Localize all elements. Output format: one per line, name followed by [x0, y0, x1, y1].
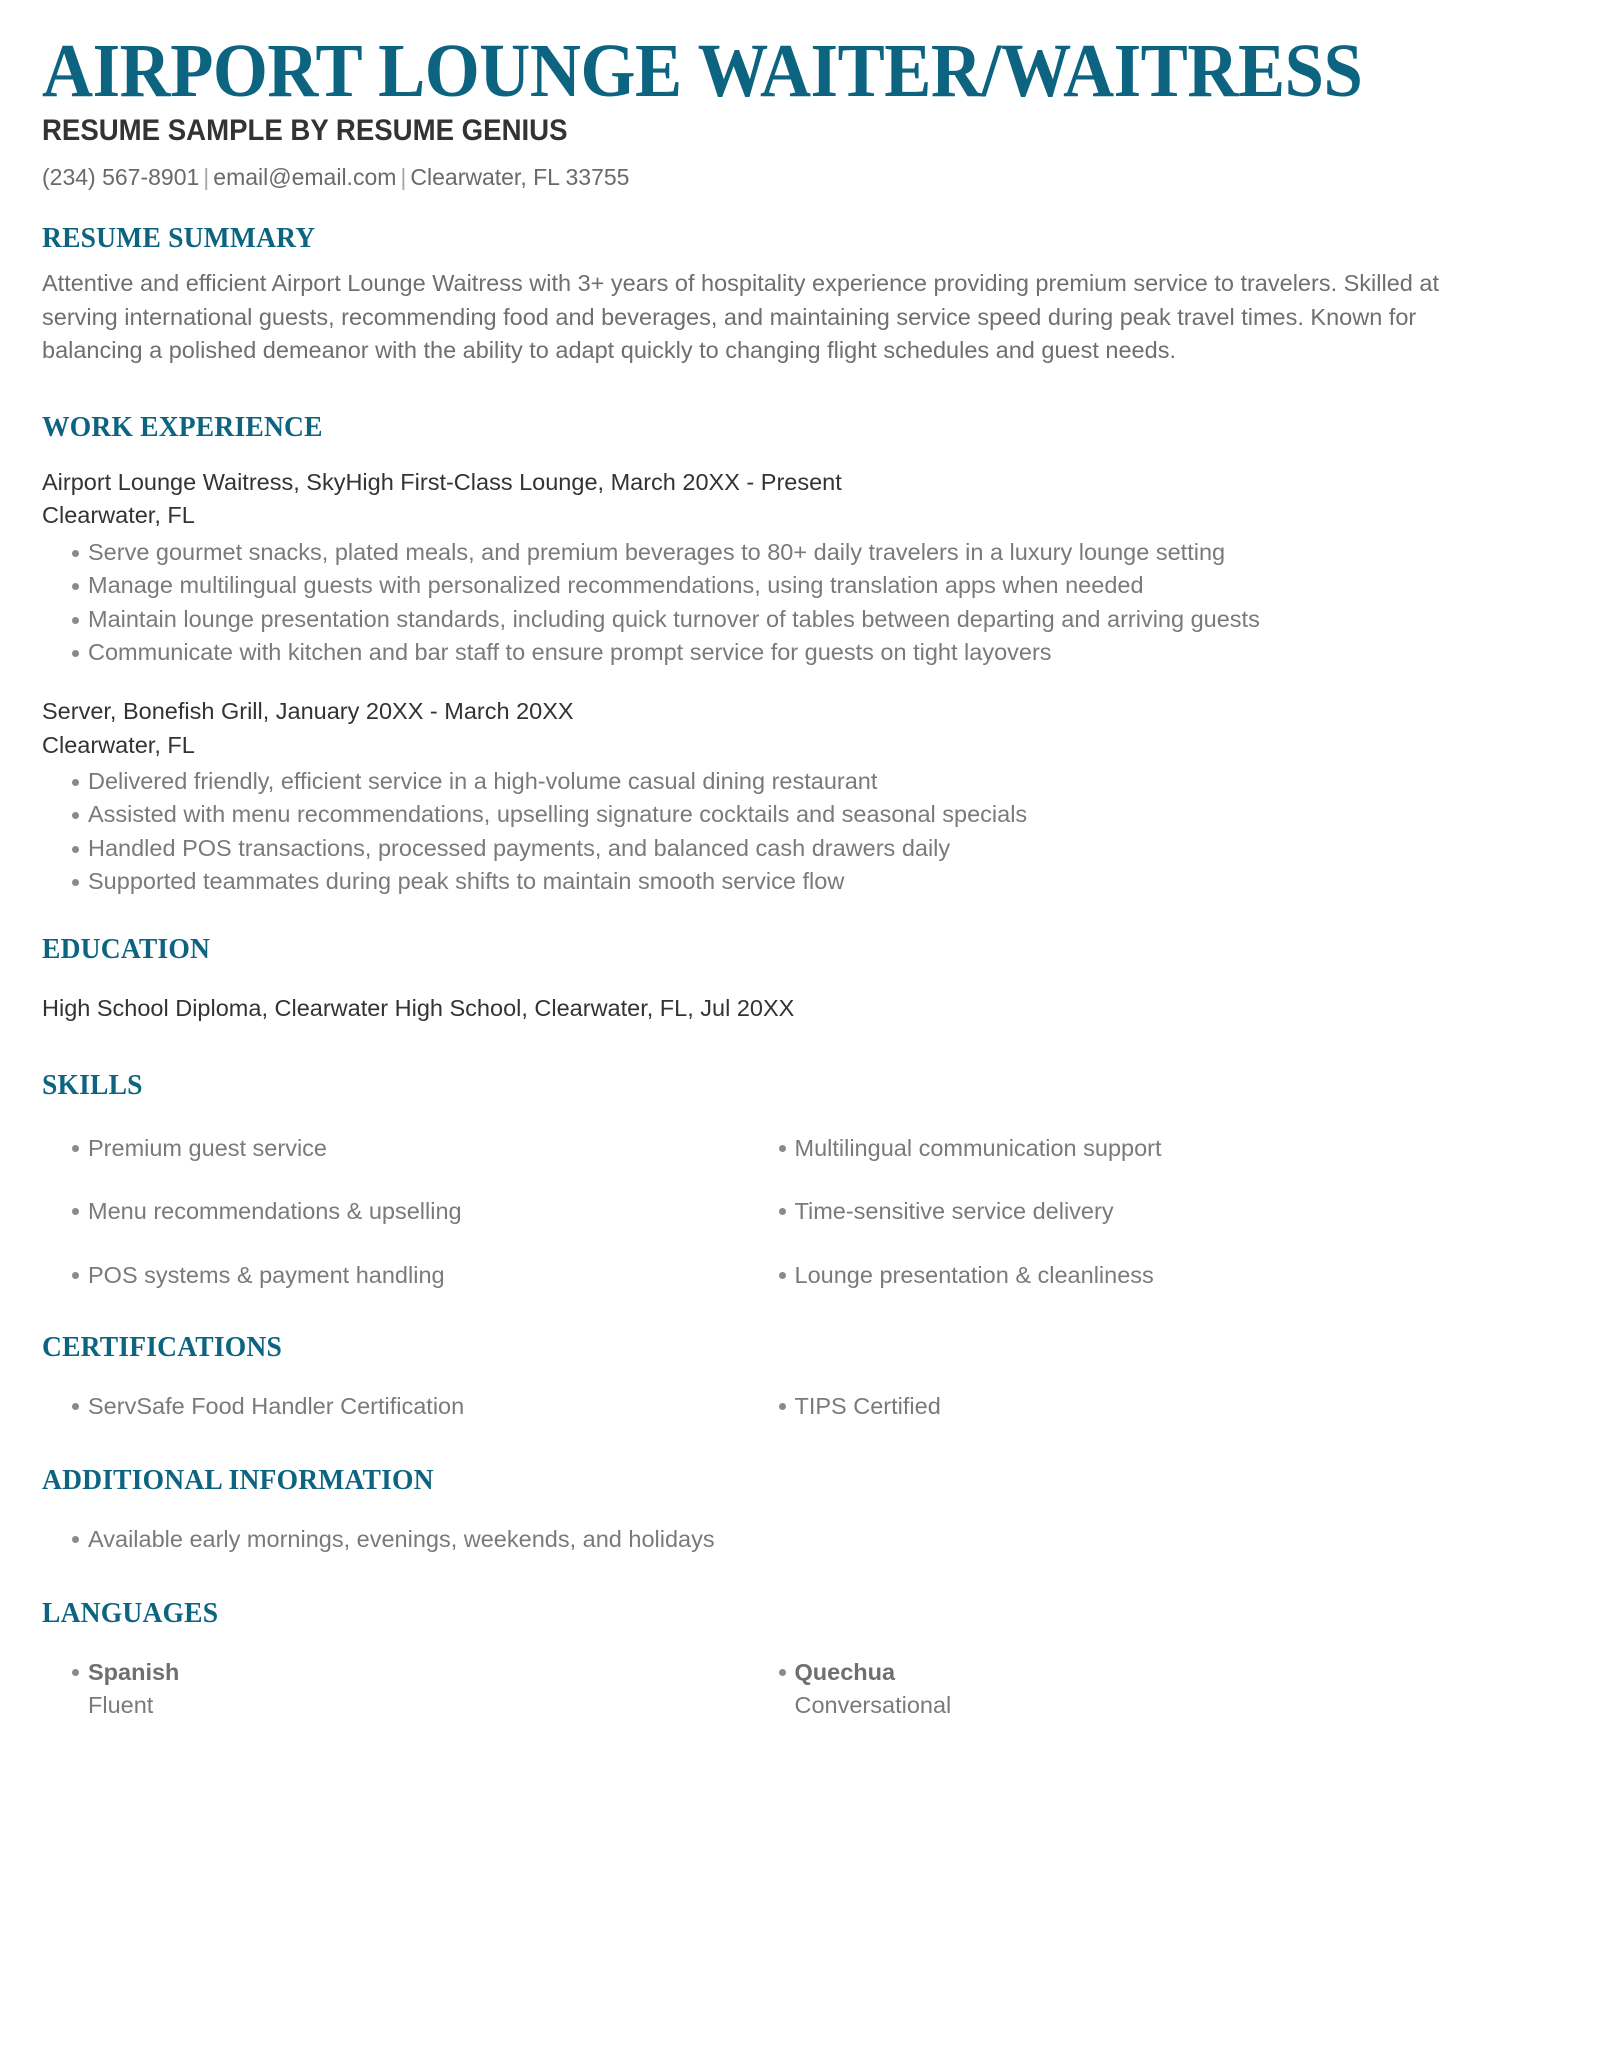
summary-text: Attentive and efficient Airport Lounge Waitress with 3+ years of hospitality experience providing premium service to travelers. Skilled at serving international guests, recommending food and beverages, and maintaining service speed during peak travel times. Known for balancing a polished demeanor with the ability to adapt quickly to changing flight schedules and guest needs.	[42, 269, 1439, 364]
list-item	[749, 1656, 1456, 1722]
section-heading-summary: RESUME SUMMARY	[42, 221, 316, 254]
language-name: Quechua	[794, 1658, 896, 1685]
certifications-columns	[42, 1390, 1455, 1423]
list-item: Menu recommendations & upselling	[42, 1195, 749, 1228]
list-item: Supported teammates during peak shifts to maintain smooth service flow	[42, 865, 1455, 898]
section-heading-work-experience: WORK EXPERIENCE	[42, 411, 323, 444]
list-item: ServSafe Food Handler Certification	[42, 1390, 749, 1423]
resume-header	[42, 29, 1455, 193]
list-item: POS systems & payment handling	[42, 1259, 749, 1292]
contact-line	[42, 163, 1455, 193]
list-item: Multilingual communication support	[749, 1132, 1456, 1165]
section-heading-certifications: CERTIFICATIONS	[42, 1331, 283, 1364]
job-title: Server, Bonefish Grill, January 20XX - March 20XX	[42, 698, 574, 725]
contact-email: email@email.com	[213, 163, 397, 190]
skills-column-left	[42, 1132, 749, 1293]
additional-information-columns	[42, 1523, 1455, 1556]
section-certifications	[42, 1332, 1455, 1423]
skills-columns	[42, 1132, 1455, 1293]
list-item: Premium guest service	[42, 1132, 749, 1165]
list-item: Maintain lounge presentation standards, including quick turnover of tables between departing and arriving guests	[42, 603, 1455, 636]
section-heading-skills: SKILLS	[42, 1068, 143, 1101]
job-location: Clearwater, FL	[42, 731, 195, 758]
section-work-experience	[42, 412, 1455, 898]
list-item: Serve gourmet snacks, plated meals, and premium beverages to 80+ daily travelers in a luxury lounge setting	[42, 536, 1455, 569]
job-location: Clearwater, FL	[42, 502, 195, 529]
certifications-column-left	[42, 1390, 749, 1423]
skills-column-right	[749, 1132, 1456, 1293]
section-heading-education: EDUCATION	[42, 933, 211, 966]
job-bullet-list	[42, 536, 1455, 669]
job-entry	[42, 695, 1455, 898]
job-bullet-list	[42, 765, 1455, 898]
languages-column-left	[42, 1656, 749, 1728]
contact-separator-1: |	[203, 163, 210, 190]
section-languages	[42, 1598, 1455, 1728]
additional-information-column-right	[749, 1523, 1456, 1556]
languages-columns	[42, 1656, 1455, 1728]
section-resume-summary	[42, 223, 1455, 368]
list-item: Manage multilingual guests with personalized recommendations, using translation apps when needed	[42, 569, 1455, 602]
language-level: Conversational	[794, 1691, 952, 1718]
section-heading-languages: LANGUAGES	[42, 1596, 219, 1629]
certifications-column-right	[749, 1390, 1456, 1423]
section-education	[42, 934, 1455, 1025]
list-item: Time-sensitive service delivery	[749, 1195, 1456, 1228]
section-additional-information	[42, 1465, 1455, 1556]
job-entry	[42, 466, 1455, 669]
resume-subtitle: RESUME SAMPLE BY RESUME GENIUS	[42, 114, 568, 148]
section-heading-additional-information: ADDITIONAL INFORMATION	[42, 1464, 434, 1497]
list-item: Lounge presentation & cleanliness	[749, 1259, 1456, 1292]
list-item: Communicate with kitchen and bar staff to ensure prompt service for guests on tight layovers	[42, 636, 1455, 669]
page-title: AIRPORT LOUNGE WAITER/WAITRESS	[42, 29, 1363, 113]
additional-information-column-left	[42, 1523, 749, 1556]
list-item	[42, 1656, 749, 1722]
languages-column-right	[749, 1656, 1456, 1728]
list-item: Assisted with menu recommendations, upselling signature cocktails and seasonal specials	[42, 798, 1455, 831]
job-title: Airport Lounge Waitress, SkyHigh First-Class Lounge, March 20XX - Present	[42, 469, 842, 496]
list-item: TIPS Certified	[749, 1390, 1456, 1423]
list-item: Delivered friendly, efficient service in a high-volume casual dining restaurant	[42, 765, 1455, 798]
list-item: Handled POS transactions, processed payments, and balanced cash drawers daily	[42, 832, 1455, 865]
language-name: Spanish	[88, 1658, 180, 1685]
section-skills	[42, 1070, 1455, 1293]
contact-separator-2: |	[400, 163, 407, 190]
list-item: Available early mornings, evenings, weekends, and holidays	[42, 1523, 749, 1556]
contact-phone: (234) 567-8901	[42, 163, 200, 190]
education-entry: High School Diploma, Clearwater High School, Clearwater, FL, Jul 20XX	[42, 995, 795, 1022]
language-level: Fluent	[88, 1691, 154, 1718]
contact-location: Clearwater, FL 33755	[410, 163, 630, 190]
